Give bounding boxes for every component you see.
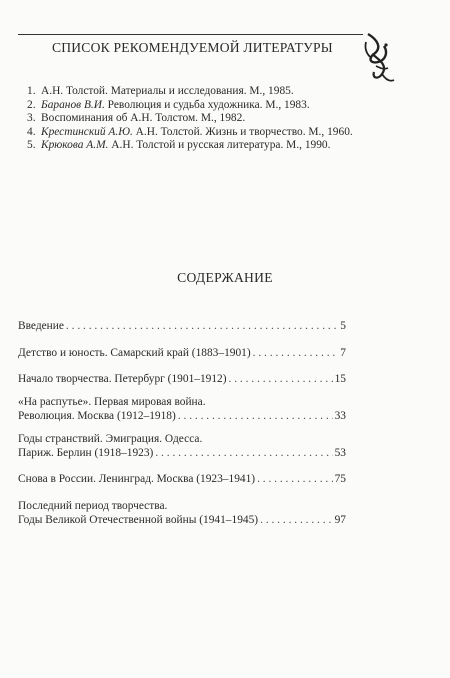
item-author: Баранов В.И. bbox=[41, 98, 105, 111]
leader-dots bbox=[155, 447, 332, 461]
item-number: 4. bbox=[27, 125, 36, 138]
toc-page-number: 75 bbox=[334, 473, 346, 485]
leader-dots bbox=[253, 347, 339, 361]
toc-entry-title: Снова в России. Ленинград. Москва (1923–1941) bbox=[18, 473, 256, 485]
toc-entry-title-line1: Годы странствий. Эмиграция. Одесса. bbox=[18, 433, 203, 445]
toc-page-number: 7 bbox=[340, 347, 346, 359]
toc-entry-wanderings[interactable] bbox=[18, 433, 346, 460]
toc-entry-title: Детство и юность. Самарский край (1883–1901) bbox=[18, 347, 251, 359]
item-text: Революция и судьба художника. М., 1983. bbox=[104, 98, 310, 111]
toc-page-number: 97 bbox=[334, 513, 346, 526]
literature-list bbox=[27, 85, 353, 153]
literature-item bbox=[27, 139, 353, 153]
toc-entry-return[interactable] bbox=[18, 473, 346, 487]
item-author: Крюкова А.М. bbox=[41, 139, 109, 151]
toc-entry-title-line2: Революция. Москва (1912–1918) bbox=[18, 409, 176, 422]
item-number: 1. bbox=[27, 85, 36, 97]
item-text: А.Н. Толстой. Материалы и исследования. М., 1985. bbox=[41, 85, 294, 97]
toc-entry-title-line1: Последний период творчества. bbox=[18, 500, 168, 512]
item-author: Крестинский А.Ю. bbox=[41, 125, 133, 138]
leader-dots bbox=[257, 473, 333, 487]
leader-dots bbox=[229, 373, 333, 387]
toc-entry-title: Введение bbox=[18, 320, 64, 332]
literature-item bbox=[27, 126, 353, 140]
toc-page-number: 15 bbox=[334, 373, 346, 385]
literature-heading: СПИСОК РЕКОМЕНДУЕМОЙ ЛИТЕРАТУРЫ bbox=[52, 40, 333, 55]
toc-page-number: 53 bbox=[334, 446, 346, 459]
leader-dots bbox=[260, 514, 333, 528]
toc-entry-title-line1: «На распутье». Первая мировая война. bbox=[18, 396, 206, 408]
item-text: А.Н. Толстой и русская литература. М., 1990. bbox=[108, 139, 331, 151]
toc-page-number: 33 bbox=[334, 409, 346, 422]
item-text: Воспоминания об А.Н. Толстом. М., 1982. bbox=[41, 112, 246, 124]
leader-dots bbox=[66, 320, 338, 334]
item-number: 2. bbox=[27, 98, 36, 111]
literature-item bbox=[27, 85, 353, 99]
toc-entry-crossroads[interactable] bbox=[18, 396, 346, 423]
toc-entry-title: Начало творчества. Петербург (1901–1912) bbox=[18, 373, 227, 385]
toc-entry-title-line2: Годы Великой Отечественной войны (1941–1945) bbox=[18, 513, 259, 526]
literature-item bbox=[27, 99, 353, 113]
toc-page-number: 5 bbox=[340, 320, 346, 332]
toc-entry-last-period[interactable] bbox=[18, 500, 346, 527]
contents-heading: СОДЕРЖАНИЕ bbox=[177, 270, 273, 285]
item-number: 3. bbox=[27, 112, 36, 124]
toc-entry-introduction[interactable] bbox=[18, 320, 346, 334]
leader-dots bbox=[178, 410, 333, 424]
toc-entry-childhood[interactable] bbox=[18, 347, 346, 361]
toc-entry-early-work[interactable] bbox=[18, 373, 346, 387]
item-text: А.Н. Толстой. Жизнь и творчество. М., 1960. bbox=[132, 125, 353, 138]
item-number: 5. bbox=[27, 139, 36, 151]
header-rule bbox=[18, 34, 363, 35]
literature-item bbox=[27, 112, 353, 126]
floral-ornament-icon bbox=[362, 30, 396, 88]
toc-entry-title-line2: Париж. Берлин (1918–1923) bbox=[18, 446, 154, 459]
